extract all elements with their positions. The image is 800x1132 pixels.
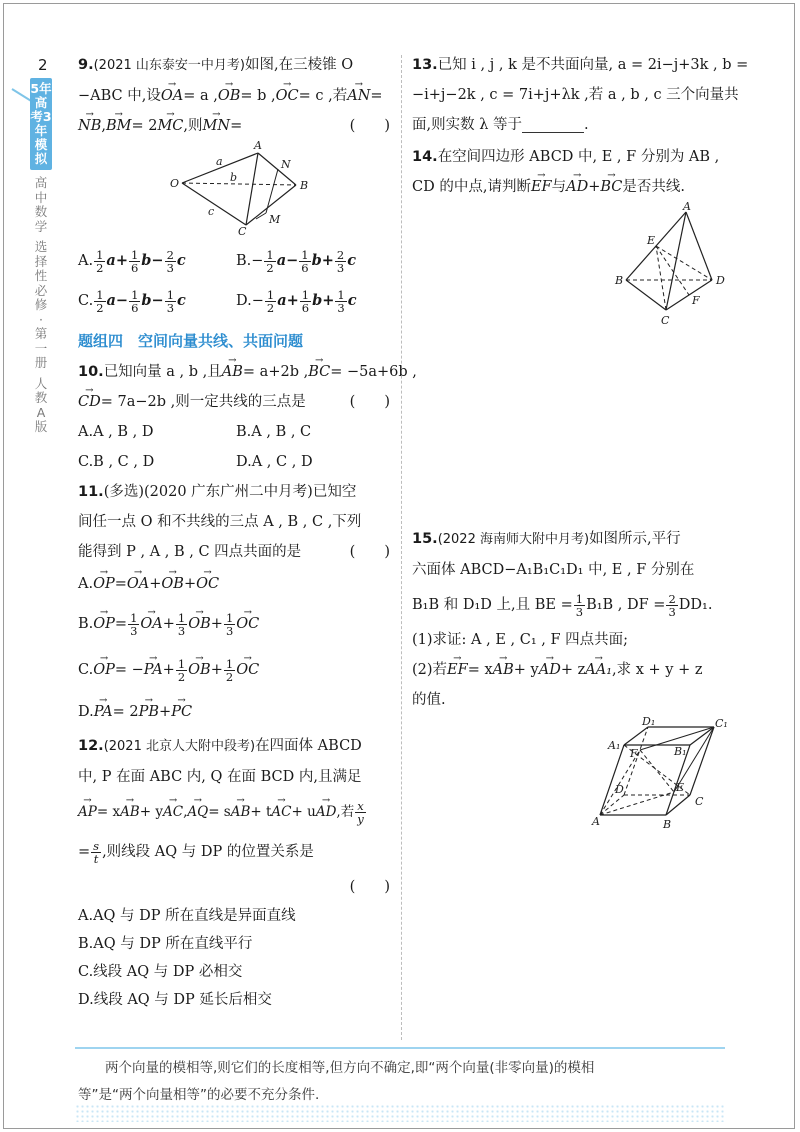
q9-option-d[interactable]: D.− $\frac{1}{2}$ a+ $\frac{1}{6}$ b+ $\frac{1}{3}$ c <box>236 287 357 315</box>
svg-text:D: D <box>716 274 725 287</box>
q11-option-a[interactable]: A.→ OP=→ OA+→ OB+→ OC <box>78 567 394 601</box>
svg-text:O: O <box>170 177 180 190</box>
svg-text:C: C <box>238 225 247 237</box>
q12-option-a[interactable]: A.AQ 与 DP 所在直线是异面直线 <box>78 908 296 924</box>
q12-option-b[interactable]: B.AQ 与 DP 所在直线平行 <box>78 936 253 952</box>
svg-text:E: E <box>676 781 685 794</box>
q11-option-c[interactable]: C.→ OP= −→ PA+ $\frac{1}{2}$ → OB+ $\frac{1}{2}$ → OC <box>78 647 394 693</box>
q10-option-d[interactable]: D.A , C , D <box>236 454 313 470</box>
svg-text:C₁: C₁ <box>715 717 728 730</box>
q9-tetrahedron-figure <box>78 141 394 237</box>
question-14: 14.在空间四边形 ABCD 中, E , F 分别为 AB , CD 的中点,请判断→ EF与→ AD+→ BC是否共线. A B C D E F <box>412 142 730 332</box>
question-9: 9.(2021 山东泰安一中月考)如图,在三棱锥 O −ABC 中,设→ OA= a ,→ OB= b ,→ OC= c ,若→ AN= → NB,→ BM= 2→ MC,则→ MN= ( ) O A B C M N a b c A. $\frac{1}{2}$ a+ $\frac{1}{6}$ b− $\frac{2}{3}$ c B.− $\frac{1}{2}$ a− $\frac{1}{6}$ b+ $\frac{2}{3}$ c C. $\frac{1}{2}$ a− $\frac{1}{6}$ b− $\frac{1}{3}$ c D.− $\frac{1}{2}$ a+ $\frac{1}{6}$ b+ $\frac{1}{3}$ c <box>78 50 394 321</box>
group-4-title: 题组四 空间向量共线、共面问题 <box>78 332 304 350</box>
q10-option-b[interactable]: B.A , B , C <box>236 424 312 440</box>
svg-text:B₁: B₁ <box>674 745 687 758</box>
series-badge: 5年高考3年模拟 <box>30 78 52 170</box>
svg-text:F: F <box>692 294 700 307</box>
q14-quadrilateral-figure <box>412 202 730 328</box>
spine-subject: 高中数学 <box>34 175 48 234</box>
svg-text:C: C <box>695 795 704 808</box>
spine-book: 选择性必修·第一册 <box>34 239 48 370</box>
right-column <box>412 50 749 839</box>
page-number: 2 <box>38 56 48 74</box>
svg-text:N: N <box>281 158 291 171</box>
svg-text:D₁: D₁ <box>642 715 656 728</box>
svg-text:A: A <box>683 202 691 213</box>
book-spine-label <box>30 78 52 435</box>
q9-option-a[interactable]: A. $\frac{1}{2}$ a+ $\frac{1}{6}$ b− $\frac{2}{3}$ c <box>78 247 186 275</box>
q10-option-a[interactable]: A.A , B , D <box>78 424 154 440</box>
svg-text:a: a <box>216 155 223 168</box>
footer-divider <box>75 1047 725 1049</box>
q10-option-c[interactable]: C.B , C , D <box>78 454 155 470</box>
answer-paren-9: ( ) <box>349 118 390 134</box>
svg-text:A: A <box>254 141 262 152</box>
svg-text:c: c <box>208 205 215 218</box>
svg-text:A: A <box>592 815 600 828</box>
question-12: 12.(2021 北京人大附中段考)在四面体 ABCD 中, P 在面 ABC 内, Q 在面 BCD 内,且满足 → AP= x→ AB+ y→ AC,→ AQ= s→ AB+ t→ AC+ u→ AD,若 $\frac{x}{y}$ = $\frac{s}{t}$ ,则线段 AQ 与 DP 的位置关系是 ( ) A.AQ 与 DP 所在直线是异面直线 B.AQ 与 DP 所在直线平行 C.线段 AQ 与 DP 必相交 D.线段 AQ 与 DP 延长后相交 <box>78 731 394 1014</box>
answer-paren-10: ( ) <box>349 394 390 410</box>
q12-option-c[interactable]: C.线段 AQ 与 DP 必相交 <box>78 964 243 980</box>
answer-blank-13[interactable] <box>522 118 584 133</box>
svg-text:E: E <box>647 234 656 247</box>
q9-option-c[interactable]: C. $\frac{1}{2}$ a− $\frac{1}{6}$ b− $\frac{1}{3}$ c <box>78 287 186 315</box>
q9-option-b[interactable]: B.− $\frac{1}{2}$ a− $\frac{1}{6}$ b+ $\frac{2}{3}$ c <box>236 247 357 275</box>
svg-text:b: b <box>230 171 238 184</box>
svg-text:D: D <box>615 783 624 796</box>
svg-text:B: B <box>300 179 309 192</box>
answer-paren-11: ( ) <box>349 544 390 560</box>
left-column <box>78 50 417 1014</box>
q11-option-b[interactable]: B.→ OP= $\frac{1}{3}$ → OA+ $\frac{1}{3}$ → OB+ $\frac{1}{3}$ → OC <box>78 601 394 647</box>
spine-edition: 人教A版 <box>34 375 48 434</box>
tip-note: 两个向量的模相等,则它们的长度相等,但方向不确定,即“两个向量(非零向量)的模相 等”是“两个向量相等”的必要不充分条件. <box>78 1060 595 1103</box>
svg-text:M: M <box>269 213 281 226</box>
svg-text:B: B <box>663 818 672 831</box>
footer-dot-pattern <box>75 1104 725 1122</box>
svg-text:C: C <box>661 314 670 327</box>
question-10: 10.已知向量 a , b ,且→ AB= a+2b ,→ BC= −5a+6b , → CD= 7a−2b ,则一定共线的三点是 ( ) A.A , B , D B.A , B , C C.B , C , D D.A , C , D <box>78 357 394 477</box>
column-divider <box>401 55 402 1040</box>
q15-parallelepiped-figure <box>412 715 730 835</box>
q12-option-d[interactable]: D.线段 AQ 与 DP 延长后相交 <box>78 992 272 1008</box>
question-15: 15.(2022 海南师大附中月考)如图所示,平行 六面体 ABCD−A₁B₁C₁D₁ 中, E , F 分别在 B₁B 和 D₁D 上,且 BE = $\frac{1}{3}$ B₁B , DF = $\frac{2}{3}$ DD₁. (1)求证: A , E , C₁ , F 四点共面; (2)若→ EF= x→ AB+ y→ AD+ z→ AA₁,求 x + y + z 的值. A B C D A₁ B₁ C₁ D₁ E F <box>412 524 730 839</box>
svg-text:F: F <box>630 747 638 760</box>
svg-text:A₁: A₁ <box>608 739 621 752</box>
q11-option-d[interactable]: D.→ PA= 2→ PB+→ PC <box>78 693 394 731</box>
answer-paren-12: ( ) <box>349 879 390 895</box>
svg-text:B: B <box>615 274 624 287</box>
question-13: 13.已知 i , j , k 是不共面向量, a = 2i−j+3k , b = −i+j−2k , c = 7i+j+λk ,若 a , b , c 三个向量共 面,则实数 λ 等于 . <box>412 57 749 133</box>
question-11: 11.(多选)(2020 广东广州二中月考)已知空 间任一点 O 和不共线的三点 A , B , C ,下列 能得到 P , A , B , C 四点共面的是 ( ) A.→ OP=→ OA+→ OB+→ OC B.→ OP= $\frac{1}{3}$ → OA+ $\frac{1}{3}$ → OB+ $\frac{1}{3}$ → OC C.→ OP= −→ PA+ $\frac{1}{2}$ → OB+ $\frac{1}{2}$ → OC D.→ PA= 2→ PB+→ PC <box>78 477 394 731</box>
